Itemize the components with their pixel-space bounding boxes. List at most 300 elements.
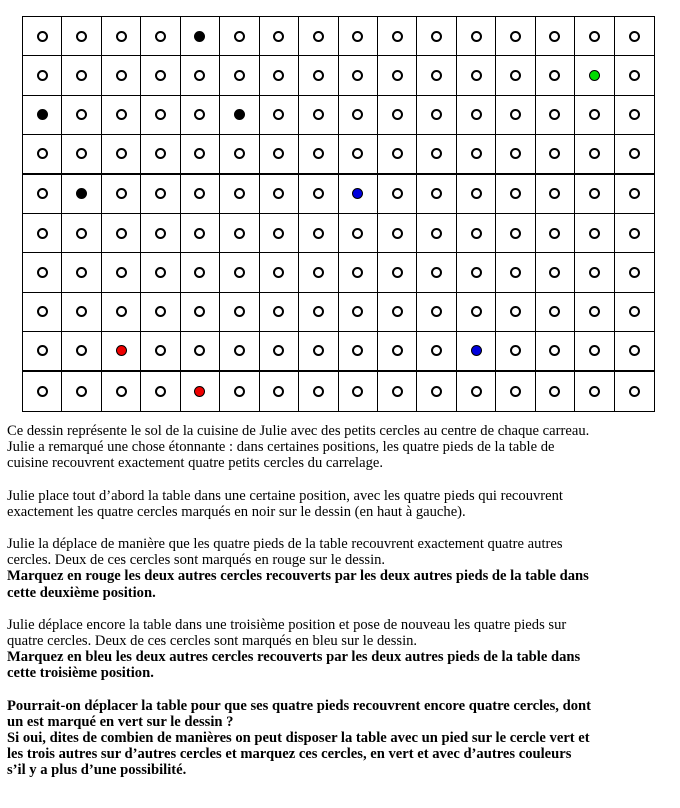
tile-cell[interactable] [378,253,417,292]
tile-cell[interactable] [220,175,259,214]
circle-icon [510,31,521,42]
tile-cell[interactable] [615,96,654,135]
circle-icon [549,148,560,159]
tile-cell[interactable] [62,56,101,95]
tile-cell[interactable] [260,372,299,411]
tile-cell[interactable] [141,332,180,371]
tile-cell[interactable] [299,56,338,95]
tile-cell[interactable] [299,332,338,371]
circle-icon [589,109,600,120]
circle-icon [510,109,521,120]
circle-icon [392,188,403,199]
tile-cell[interactable] [181,253,220,292]
circle-icon [549,386,560,397]
tile-cell[interactable] [23,253,62,292]
circle-icon [273,70,284,81]
tile-cell[interactable] [615,56,654,95]
tile-cell[interactable] [141,253,180,292]
tile-cell[interactable] [457,175,496,214]
tile-cell[interactable] [220,96,259,135]
tile-cell[interactable] [141,56,180,95]
circle-icon [549,109,560,120]
circle-icon [431,70,442,81]
tile-cell[interactable] [615,332,654,371]
circle-icon [76,31,87,42]
tile-cell[interactable] [23,372,62,411]
circle-icon [471,109,482,120]
tile-cell[interactable] [339,135,378,174]
tile-cell[interactable] [299,175,338,214]
circle-icon [273,188,284,199]
circle-icon [273,31,284,42]
tile-cell[interactable] [496,175,535,214]
circle-icon [116,70,127,81]
circle-icon [116,188,127,199]
tile-cell[interactable] [62,293,101,332]
tile-grid [22,16,655,412]
intro-paragraph: Ce dessin représente le sol de la cuisine de Julie avec des petits cercles au centre de chaque carreau. Julie a remarqué une chose étonnante : dans certaines positions, les quatre pieds de la table de cuisine recouvrent exactement quatre petits cercles du carrelage. [7,423,590,472]
circle-icon [471,267,482,278]
circle-icon [431,188,442,199]
circle-icon [629,386,640,397]
tile-cell[interactable] [181,293,220,332]
circle-icon [116,31,127,42]
circle-icon [313,345,324,356]
tile-cell[interactable] [457,293,496,332]
tile-cell[interactable] [102,56,141,95]
circle-icon [629,109,640,120]
tile-cell[interactable] [536,175,575,214]
circle-icon [194,228,205,239]
tile-cell[interactable] [141,372,180,411]
circle-icon [313,148,324,159]
circle-icon [116,148,127,159]
tile-cell[interactable] [417,175,456,214]
circle-icon [313,70,324,81]
tile-cell[interactable] [260,253,299,292]
tile-cell[interactable] [457,372,496,411]
circle-icon [116,306,127,317]
circle-icon [352,148,363,159]
circle-icon [273,386,284,397]
circle-icon [234,386,245,397]
tile-cell[interactable] [299,214,338,253]
circle-icon [273,306,284,317]
tile-cell[interactable] [23,135,62,174]
tile-cell[interactable] [575,56,614,95]
tile-cell[interactable] [496,56,535,95]
tile-cell[interactable] [141,135,180,174]
tile-cell[interactable] [536,332,575,371]
circle-icon [549,31,560,42]
tile-cell[interactable] [417,135,456,174]
tile-cell[interactable] [299,96,338,135]
tile-cell[interactable] [378,372,417,411]
circle-icon [194,109,205,120]
circle-icon [589,228,600,239]
tile-cell[interactable] [260,56,299,95]
tile-cell[interactable] [457,214,496,253]
circle-icon [510,188,521,199]
tile-cell[interactable] [299,293,338,332]
circle-icon [194,345,205,356]
circle-icon [589,188,600,199]
tile-cell[interactable] [102,175,141,214]
tile-cell[interactable] [181,332,220,371]
tile-cell[interactable] [299,135,338,174]
third-position-paragraph: Julie déplace encore la table dans une troisième position et pose de nouveau les quatre pieds sur quatre cercles. Deux de ces cercles sont marqués en bleu sur le dessin. Marquez en bleu les deux autres cercles recouverts par les deux autres pieds de la table dans cette troisième position. [7,616,581,682]
circle-icon [155,345,166,356]
circle-icon [76,228,87,239]
black-circle-icon [194,31,205,42]
tile-cell[interactable] [536,96,575,135]
circle-icon [392,267,403,278]
tile-cell[interactable] [181,56,220,95]
black-circle-icon [234,109,245,120]
tile-cell[interactable] [615,214,654,253]
circle-icon [471,70,482,81]
circle-icon [510,306,521,317]
circle-icon [273,345,284,356]
circle-icon [194,148,205,159]
circle-icon [37,228,48,239]
tile-cell[interactable] [615,135,654,174]
circle-icon [352,109,363,120]
tile-cell[interactable] [102,372,141,411]
tile-cell[interactable] [62,372,101,411]
blue-instruction: Marquez en bleu les deux autres cercles recouverts par les deux autres pieds de la table dans [7,649,581,666]
tile-cell[interactable] [23,293,62,332]
circle-icon [549,267,560,278]
tile-cell[interactable] [181,175,220,214]
circle-icon [510,70,521,81]
tile-cell[interactable] [615,253,654,292]
tile-cell[interactable] [457,332,496,371]
second-position-paragraph: Julie la déplace de manière que les quatre pieds de la table recouvrent exactement quatre autres cercles. Deux de ces cercles sont marqués en rouge sur le dessin. Marquez en rouge les deux autres cercles recouverts par les deux autres pieds de la table dans cette deuxième position. [7,536,589,601]
tile-cell[interactable] [339,96,378,135]
circle-icon [629,267,640,278]
tile-cell[interactable] [62,253,101,292]
tile-cell[interactable] [102,214,141,253]
tile-cell[interactable] [457,17,496,56]
circle-icon [194,70,205,81]
tile-cell[interactable] [339,214,378,253]
circle-icon [234,306,245,317]
circle-icon [352,228,363,239]
tile-cell[interactable] [23,175,62,214]
circle-icon [234,70,245,81]
tile-cell[interactable] [496,17,535,56]
circle-icon [629,228,640,239]
tile-cell[interactable] [536,17,575,56]
circle-icon [194,306,205,317]
tile-cell[interactable] [378,56,417,95]
tile-cell[interactable] [181,372,220,411]
tile-cell[interactable] [62,332,101,371]
tile-cell[interactable] [339,175,378,214]
circle-icon [431,345,442,356]
circle-icon [234,228,245,239]
circle-icon [629,345,640,356]
tile-cell[interactable] [220,17,259,56]
tile-cell[interactable] [536,135,575,174]
black-circle-icon [37,109,48,120]
tile-cell[interactable] [378,293,417,332]
circle-icon [76,148,87,159]
circle-icon [392,148,403,159]
tile-cell[interactable] [102,17,141,56]
tile-cell[interactable] [496,96,535,135]
blue-circle-icon [471,345,482,356]
tile-cell[interactable] [339,17,378,56]
tile-cell[interactable] [417,17,456,56]
circle-icon [313,109,324,120]
tile-cell[interactable] [141,293,180,332]
tile-cell[interactable] [102,332,141,371]
tile-cell[interactable] [260,135,299,174]
tile-cell[interactable] [299,372,338,411]
tile-cell[interactable] [181,96,220,135]
circle-icon [629,148,640,159]
tile-cell[interactable] [220,293,259,332]
tile-cell[interactable] [496,135,535,174]
tile-cell[interactable] [615,293,654,332]
circle-icon [549,306,560,317]
tile-cell[interactable] [220,372,259,411]
tile-cell[interactable] [417,214,456,253]
tile-cell[interactable] [339,253,378,292]
tile-cell[interactable] [378,17,417,56]
circle-icon [629,31,640,42]
tile-cell[interactable] [417,293,456,332]
circle-icon [37,70,48,81]
circle-icon [155,306,166,317]
circle-icon [431,228,442,239]
circle-icon [471,148,482,159]
tile-cell[interactable] [260,332,299,371]
circle-icon [234,188,245,199]
circle-icon [37,267,48,278]
circle-icon [431,148,442,159]
tile-cell[interactable] [378,175,417,214]
circle-icon [116,267,127,278]
tile-cell[interactable] [417,253,456,292]
tile-cell[interactable] [575,17,614,56]
tile-cell[interactable] [62,175,101,214]
tile-cell[interactable] [339,56,378,95]
circle-icon [37,31,48,42]
tile-cell[interactable] [496,372,535,411]
circle-icon [352,306,363,317]
tile-cell[interactable] [220,253,259,292]
tile-cell[interactable] [536,293,575,332]
circle-icon [352,386,363,397]
tile-cell[interactable] [575,96,614,135]
tile-cell[interactable] [457,96,496,135]
tile-cell[interactable] [615,17,654,56]
tile-cell[interactable] [260,214,299,253]
circle-icon [313,31,324,42]
tile-cell[interactable] [378,96,417,135]
tile-cell[interactable] [575,175,614,214]
tile-cell[interactable] [417,56,456,95]
circle-icon [510,386,521,397]
tile-cell[interactable] [141,175,180,214]
circle-icon [155,70,166,81]
circle-icon [392,386,403,397]
circle-icon [629,70,640,81]
circle-icon [234,267,245,278]
circle-icon [352,70,363,81]
circle-icon [392,31,403,42]
first-position-paragraph: Julie place tout d’abord la table dans une certaine position, avec les quatre pieds qui recouvrent exactement les quatre cercles marqués en noir sur le dessin (en haut à gauche). [7,487,563,520]
circle-icon [392,345,403,356]
tile-cell[interactable] [496,253,535,292]
tile-cell[interactable] [102,293,141,332]
tile-cell[interactable] [536,56,575,95]
tile-cell[interactable] [575,214,614,253]
circle-icon [431,109,442,120]
tile-cell[interactable] [457,253,496,292]
circle-icon [273,228,284,239]
circle-icon [116,386,127,397]
circle-icon [155,386,166,397]
circle-icon [234,345,245,356]
tile-cell[interactable] [220,332,259,371]
tile-cell[interactable] [615,372,654,411]
circle-icon [510,228,521,239]
tile-cell[interactable] [23,17,62,56]
tile-cell[interactable] [299,17,338,56]
circle-icon [589,267,600,278]
circle-icon [313,306,324,317]
tile-cell[interactable] [457,56,496,95]
circle-icon [510,267,521,278]
circle-icon [76,267,87,278]
circle-icon [313,386,324,397]
green-circle-icon [589,70,600,81]
circle-icon [431,386,442,397]
tile-cell[interactable] [417,332,456,371]
tile-cell[interactable] [378,135,417,174]
tile-cell[interactable] [299,253,338,292]
tile-cell[interactable] [496,293,535,332]
tile-cell[interactable] [575,135,614,174]
tile-cell[interactable] [62,96,101,135]
circle-icon [313,188,324,199]
circle-icon [194,267,205,278]
tile-cell[interactable] [141,17,180,56]
tile-cell[interactable] [141,96,180,135]
tile-cell[interactable] [496,332,535,371]
circle-icon [155,188,166,199]
circle-icon [589,386,600,397]
tile-cell[interactable] [62,214,101,253]
circle-icon [76,345,87,356]
circle-icon [273,267,284,278]
tile-cell[interactable] [62,135,101,174]
tile-cell[interactable] [536,253,575,292]
circle-icon [352,345,363,356]
circle-icon [392,306,403,317]
circle-icon [116,228,127,239]
tile-cell[interactable] [339,372,378,411]
tile-cell[interactable] [417,372,456,411]
tile-cell[interactable] [23,56,62,95]
tile-cell[interactable] [181,17,220,56]
circle-icon [549,345,560,356]
tile-cell[interactable] [260,293,299,332]
circle-icon [471,306,482,317]
circle-icon [629,188,640,199]
tile-cell[interactable] [575,332,614,371]
tile-cell[interactable] [260,175,299,214]
tile-cell[interactable] [102,253,141,292]
tile-cell[interactable] [220,214,259,253]
circle-icon [234,148,245,159]
tile-cell[interactable] [575,293,614,332]
green-question-paragraph: Pourrait-on déplacer la table pour que ses quatre pieds recouvrent encore quatre cercles, dont un est marqué en vert sur le dessin ? Si oui, dites de combien de manières on peut disposer la table avec un pied sur le cercle vert et les trois autres sur d’autres cercles et marquez ces cercles, en vert et avec d’autres couleurs s’il y a plus d’une possibilité. [7,697,591,779]
tile-cell[interactable] [23,96,62,135]
circle-icon [510,345,521,356]
problem-text [7,423,677,795]
circle-icon [431,306,442,317]
circle-icon [589,306,600,317]
tile-cell[interactable] [181,135,220,174]
tile-cell[interactable] [102,135,141,174]
tile-cell[interactable] [457,135,496,174]
red-circle-icon [116,345,127,356]
tile-cell[interactable] [23,214,62,253]
tile-cell[interactable] [575,253,614,292]
tile-cell[interactable] [220,135,259,174]
tile-cell[interactable] [339,332,378,371]
tile-cell[interactable] [615,175,654,214]
circle-icon [155,228,166,239]
black-circle-icon [76,188,87,199]
tile-cell[interactable] [260,96,299,135]
circle-icon [471,386,482,397]
tile-cell[interactable] [102,96,141,135]
tile-cell[interactable] [536,372,575,411]
tile-cell[interactable] [378,214,417,253]
tile-cell[interactable] [339,293,378,332]
circle-icon [76,109,87,120]
tile-cell[interactable] [181,214,220,253]
circle-icon [589,148,600,159]
circle-icon [392,228,403,239]
circle-icon [194,188,205,199]
tile-cell[interactable] [62,17,101,56]
red-circle-icon [194,386,205,397]
tile-cell[interactable] [260,17,299,56]
circle-icon [76,70,87,81]
tile-cell[interactable] [417,96,456,135]
circle-icon [273,109,284,120]
circle-icon [76,306,87,317]
tile-cell[interactable] [536,214,575,253]
circle-icon [431,31,442,42]
tile-cell[interactable] [378,332,417,371]
tile-cell[interactable] [23,332,62,371]
tile-cell[interactable] [220,56,259,95]
blue-circle-icon [352,188,363,199]
tile-cell[interactable] [141,214,180,253]
tile-cell[interactable] [496,214,535,253]
tile-cell[interactable] [575,372,614,411]
circle-icon [155,109,166,120]
circle-icon [37,148,48,159]
